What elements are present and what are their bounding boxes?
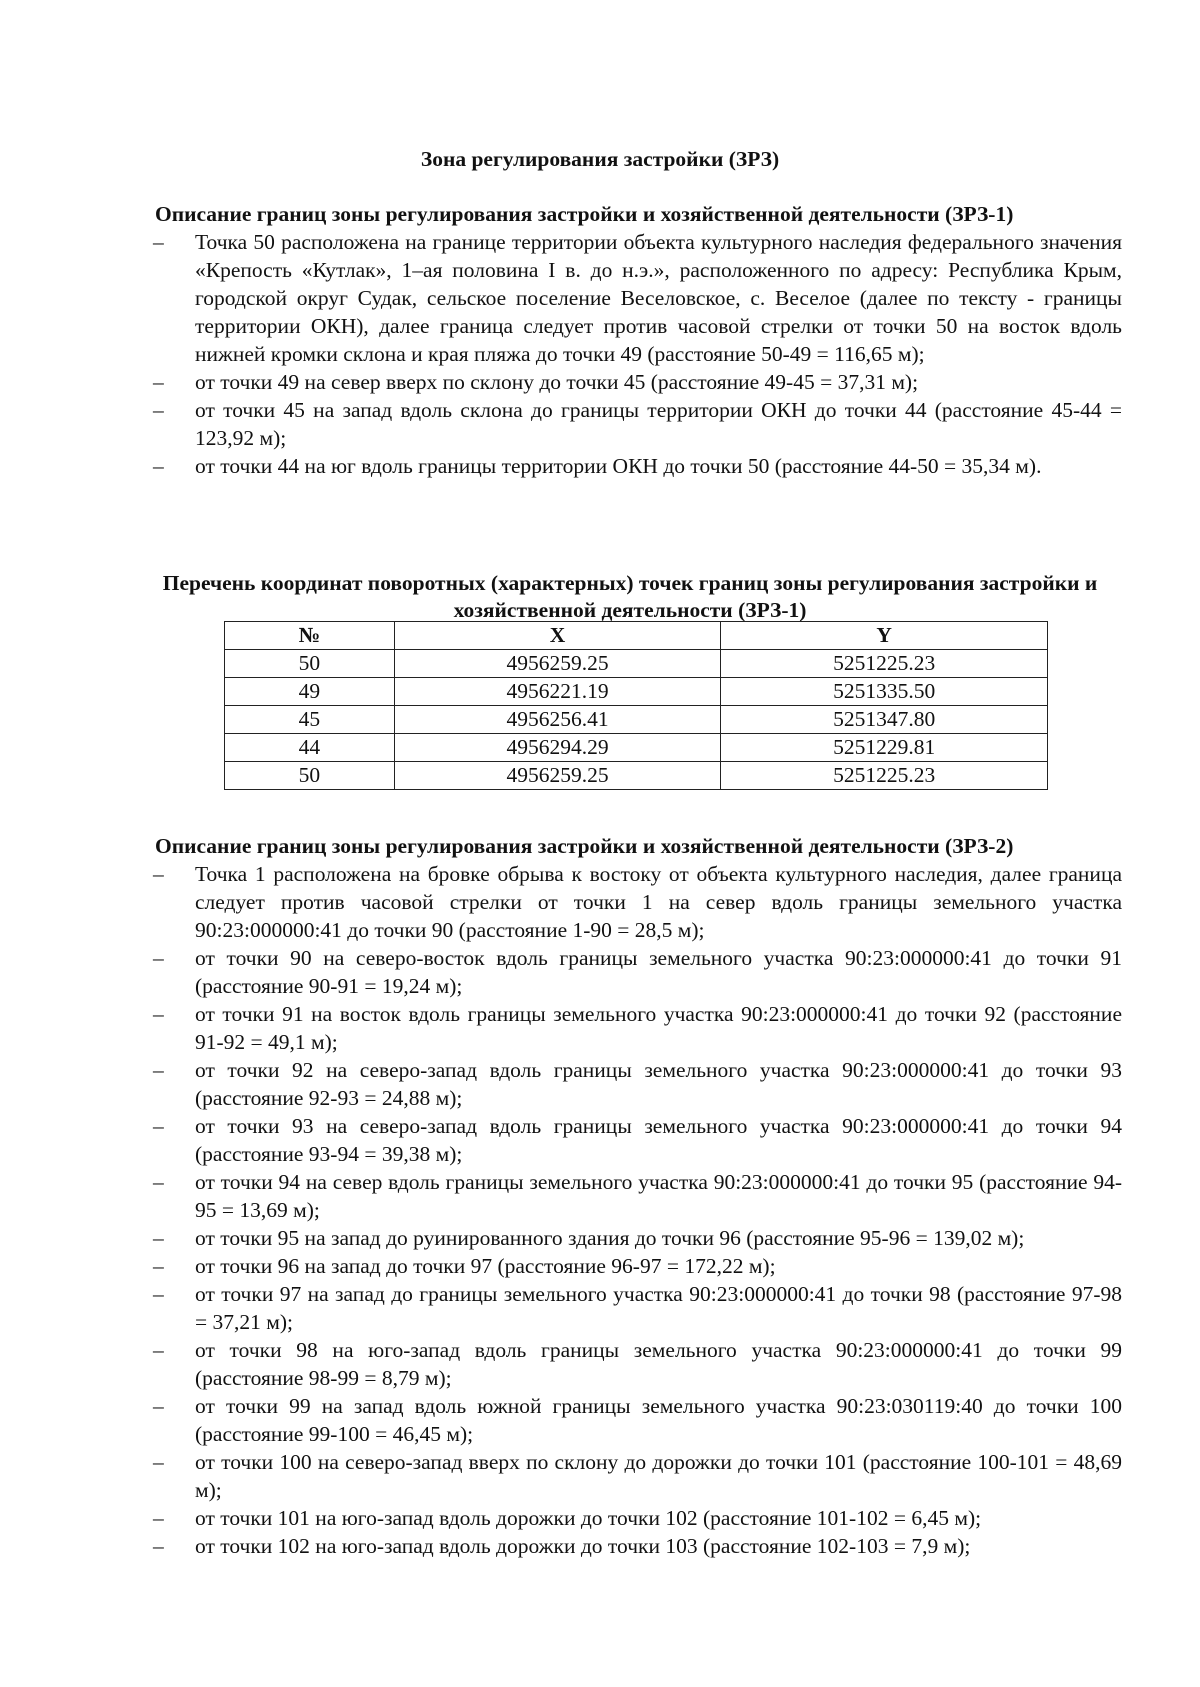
- dash-bullet: –: [153, 1338, 164, 1362]
- list-item-text: от точки 99 на запад вдоль южной границы земельного участка 90:23:030119:40 до точки 100 (расстояние 99-100 = 46,45 м);: [195, 1394, 1122, 1446]
- list-item: [150, 228, 1122, 368]
- list-item: [150, 1112, 1122, 1168]
- column-header-y: Y: [721, 622, 1048, 650]
- list-item-text: от точки 102 на юго-запад вдоль дорожки до точки 103 (расстояние 102-103 = 7,9 м);: [195, 1534, 971, 1558]
- dash-bullet: –: [153, 1170, 164, 1194]
- column-header-x: X: [394, 622, 721, 650]
- list-item: [150, 1224, 1122, 1252]
- dash-bullet: –: [153, 1506, 164, 1530]
- column-header-number: №: [225, 622, 395, 650]
- dash-bullet: –: [153, 1002, 164, 1026]
- cell-x: 4956256.41: [394, 706, 721, 734]
- list-item-text: от точки 91 на восток вдоль границы земельного участка 90:23:000000:41 до точки 92 (расстояние 91-92 = 49,1 м);: [195, 1002, 1122, 1054]
- list-item: [150, 1056, 1122, 1112]
- table-row: [225, 678, 1048, 706]
- table-row: [225, 734, 1048, 762]
- table-title: Перечень координат поворотных (характерных) точек границ зоны регулирования застройки и хозяйственной деятельности (ЗРЗ-1): [162, 571, 1098, 622]
- cell-number: 49: [225, 678, 395, 706]
- coordinates-table: [224, 621, 1048, 790]
- dash-bullet: –: [153, 454, 164, 478]
- cell-number: 45: [225, 706, 395, 734]
- list-item-text: от точки 92 на северо-запад вдоль границы земельного участка 90:23:000000:41 до точки 93 (расстояние 92-93 = 24,88 м);: [195, 1058, 1122, 1110]
- list-item-text: от точки 49 на север вверх по склону до точки 45 (расстояние 49-45 = 37,31 м);: [195, 370, 919, 394]
- dash-bullet: –: [153, 1394, 164, 1418]
- list-item: [150, 452, 1122, 480]
- cell-y: 5251225.23: [721, 762, 1048, 790]
- cell-y: 5251225.23: [721, 650, 1048, 678]
- list-item: [150, 1504, 1122, 1532]
- dash-bullet: –: [153, 1226, 164, 1250]
- dash-bullet: –: [153, 1282, 164, 1306]
- list-item-text: от точки 93 на северо-запад вдоль границы земельного участка 90:23:000000:41 до точки 94 (расстояние 93-94 = 39,38 м);: [195, 1114, 1122, 1166]
- page-title: Зона регулирования застройки (ЗРЗ): [420, 147, 780, 171]
- list-item: [150, 1392, 1122, 1448]
- cell-number: 44: [225, 734, 395, 762]
- cell-x: 4956221.19: [394, 678, 721, 706]
- list-item: [150, 1280, 1122, 1336]
- cell-x: 4956294.29: [394, 734, 721, 762]
- list-item-text: от точки 98 на юго-запад вдоль границы земельного участка 90:23:000000:41 до точки 99 (расстояние 98-99 = 8,79 м);: [195, 1338, 1122, 1390]
- list-item-text: от точки 90 на северо-восток вдоль границы земельного участка 90:23:000000:41 до точки 91 (расстояние 90-91 = 19,24 м);: [195, 946, 1122, 998]
- list-item-text: от точки 101 на юго-запад вдоль дорожки до точки 102 (расстояние 101-102 = 6,45 м);: [195, 1506, 982, 1530]
- list-item-text: от точки 94 на север вдоль границы земельного участка 90:23:000000:41 до точки 95 (расстояние 94-95 = 13,69 м);: [195, 1170, 1122, 1222]
- list-item-text: от точки 45 на запад вдоль склона до границы территории ОКН до точки 44 (расстояние 45-44 = 123,92 м);: [195, 398, 1122, 450]
- table-row: [225, 650, 1048, 678]
- cell-y: 5251229.81: [721, 734, 1048, 762]
- list-item-text: от точки 100 на северо-запад вверх по склону до дорожки до точки 101 (расстояние 100-101 = 48,69 м);: [195, 1450, 1122, 1502]
- cell-x: 4956259.25: [394, 762, 721, 790]
- dash-bullet: –: [153, 398, 164, 422]
- list-item-text: от точки 96 на запад до точки 97 (расстояние 96-97 = 172,22 м);: [195, 1254, 776, 1278]
- dash-bullet: –: [153, 1254, 164, 1278]
- section1-list: [150, 228, 1122, 480]
- section2-heading: Описание границ зоны регулирования застройки и хозяйственной деятельности (ЗРЗ-2): [155, 834, 1014, 858]
- dash-bullet: –: [153, 1058, 164, 1082]
- dash-bullet: –: [153, 370, 164, 394]
- list-item: [150, 1532, 1122, 1560]
- list-item: [150, 368, 1122, 396]
- cell-y: 5251347.80: [721, 706, 1048, 734]
- list-item: [150, 1336, 1122, 1392]
- table-header-row: [225, 622, 1048, 650]
- dash-bullet: –: [153, 862, 164, 886]
- list-item: [150, 860, 1122, 944]
- cell-number: 50: [225, 762, 395, 790]
- section2-list: [150, 860, 1122, 1560]
- table-row: [225, 762, 1048, 790]
- list-item-text: от точки 95 на запад до руинированного здания до точки 96 (расстояние 95-96 = 139,02 м);: [195, 1226, 1025, 1250]
- dash-bullet: –: [153, 230, 164, 254]
- cell-x: 4956259.25: [394, 650, 721, 678]
- list-item: [150, 1448, 1122, 1504]
- list-item: [150, 1252, 1122, 1280]
- list-item: [150, 944, 1122, 1000]
- list-item: [150, 396, 1122, 452]
- dash-bullet: –: [153, 1534, 164, 1558]
- list-item-text: от точки 97 на запад до границы земельного участка 90:23:000000:41 до точки 98 (расстояние 97-98 = 37,21 м);: [195, 1282, 1122, 1334]
- dash-bullet: –: [153, 1450, 164, 1474]
- section1-heading: Описание границ зоны регулирования застройки и хозяйственной деятельности (ЗРЗ-1): [155, 202, 1014, 226]
- list-item: [150, 1168, 1122, 1224]
- dash-bullet: –: [153, 946, 164, 970]
- list-item: [150, 1000, 1122, 1056]
- cell-y: 5251335.50: [721, 678, 1048, 706]
- table-row: [225, 706, 1048, 734]
- cell-number: 50: [225, 650, 395, 678]
- list-item-text: Точка 1 расположена на бровке обрыва к востоку от объекта культурного наследия, далее граница следует против часовой стрелки от точки 1 на север вдоль границы земельного участка 90:23:000000:41 до точки 90 (расстояние 1-90 = 28,5 м);: [195, 862, 1122, 942]
- list-item-text: от точки 44 на юг вдоль границы территории ОКН до точки 50 (расстояние 44-50 = 35,34 м).: [195, 454, 1042, 478]
- dash-bullet: –: [153, 1114, 164, 1138]
- list-item-text: Точка 50 расположена на границе территории объекта культурного наследия федерального значения «Крепость «Кутлак», 1–ая половина I в. до н.э.», расположенного по адресу: Республика Крым, городской округ Судак, сельское поселение Веселовское, с. Веселое (далее по тексту - границы территории ОКН), далее граница следует против часовой стрелки от точки 50 на восток вдоль нижней кромки склона и края пляжа до точки 49 (расстояние 50-49 = 116,65 м);: [195, 230, 1122, 366]
